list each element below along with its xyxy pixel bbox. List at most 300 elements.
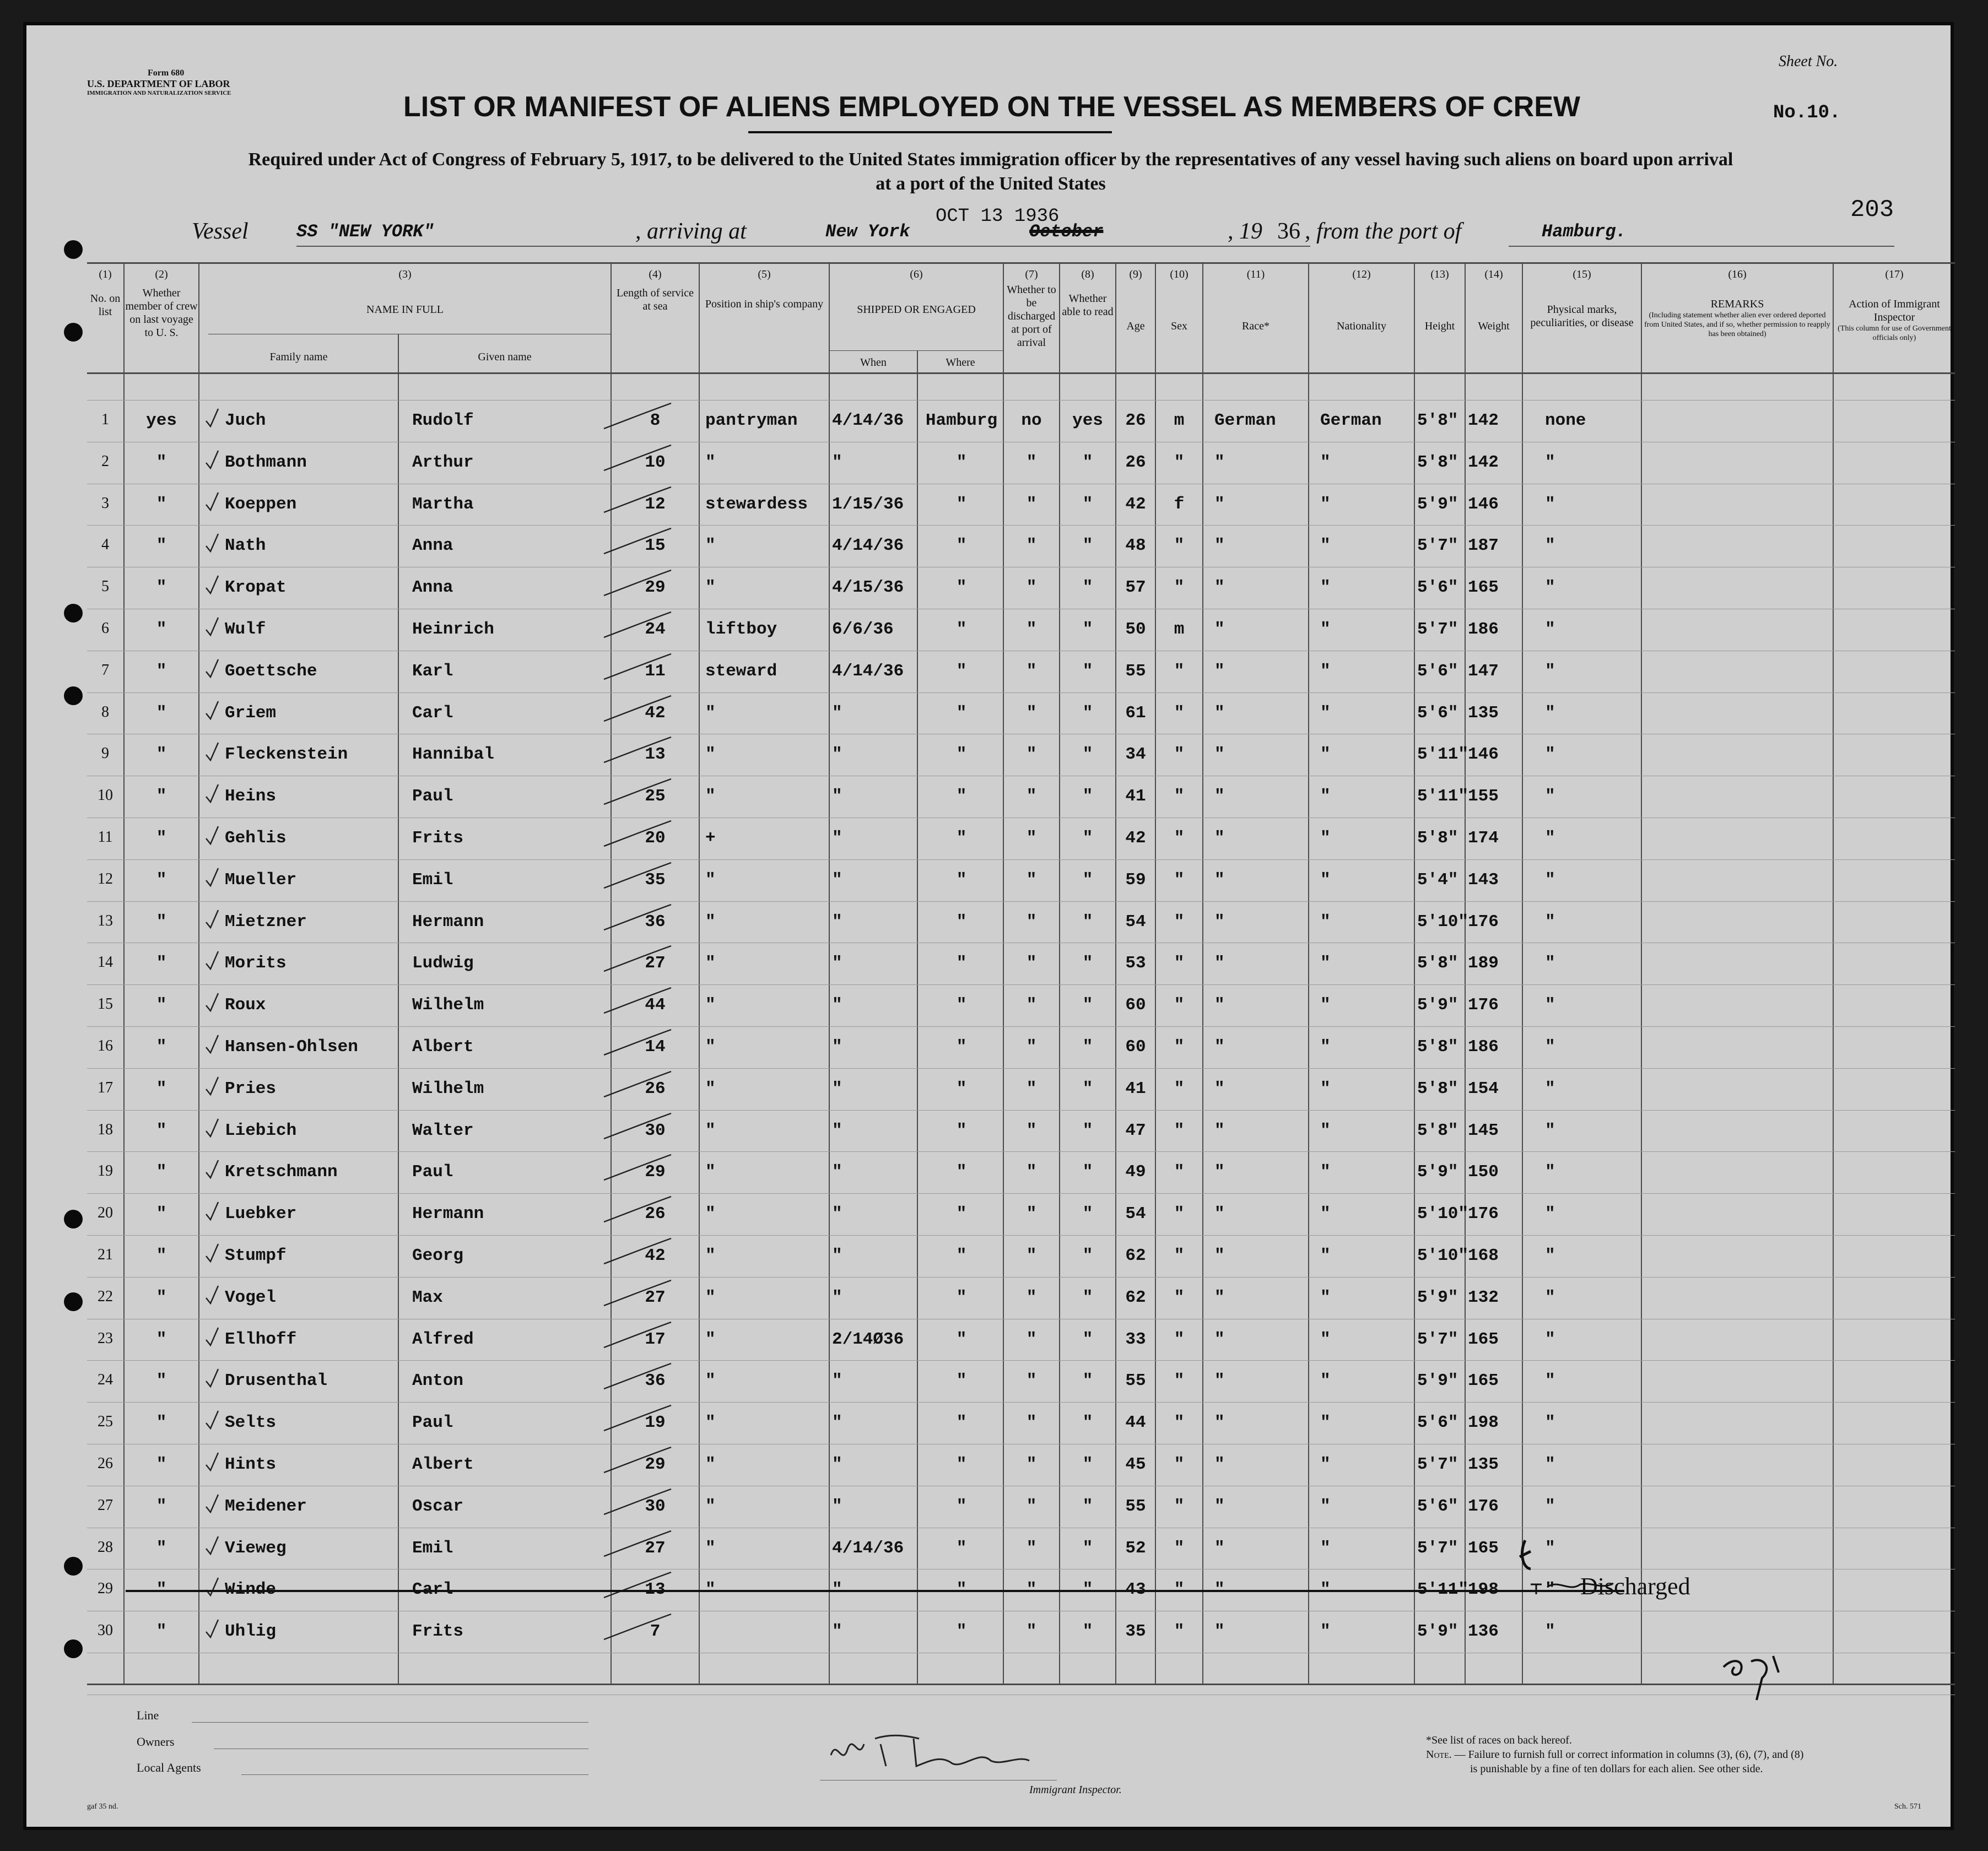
col-17-note: (This column for use of Government officials only) [1838,324,1951,342]
tally-mark-icon [599,1026,677,1059]
cell-age: 26 [1125,453,1146,472]
cell-prev: " [156,1622,167,1641]
cell-given: Arthur [412,453,474,472]
cell-service: 42 [645,1246,666,1265]
cell-height: 5'9" [1417,1371,1458,1390]
column-divider [1202,263,1203,1685]
tally-mark-icon [599,818,677,851]
cell-height: 5'10" [1417,1204,1469,1224]
cell-position: stewardess [705,495,808,514]
row-rule [87,1026,1955,1027]
cell-no: 16 [98,1037,113,1054]
cell-read: " [1082,662,1093,681]
cell-where: " [956,703,967,723]
cell-weight: 176 [1468,912,1499,932]
cell-where: " [956,1204,967,1224]
penalty-note [1426,1749,1803,1761]
cell-read: " [1082,453,1093,472]
cell-sex: " [1174,1497,1185,1516]
cell-race: " [1214,1037,1225,1057]
cell-when: 2/14Ø36 [832,1330,904,1349]
column-divider [829,263,830,1685]
cell-prev: " [156,1455,167,1474]
col-8-header [1060,268,1115,318]
cell-age: 54 [1125,1204,1146,1224]
cell-race: " [1214,1371,1225,1390]
col-9-header [1116,268,1155,333]
cell-prev: " [156,1162,167,1182]
cell-when: " [832,1204,842,1224]
cell-when: " [832,870,842,890]
tally-mark-icon [599,901,677,934]
col-12-number: (12) [1352,268,1371,280]
cell-position: " [705,1539,716,1558]
cell-weight: 174 [1468,829,1499,848]
col-4-number: (4) [649,268,662,280]
cell-sex: " [1174,1121,1185,1140]
cell-when: " [832,745,842,764]
col-9-title: Age [1126,320,1145,332]
check-mark-icon [204,742,220,764]
cell-age: 47 [1125,1121,1146,1140]
cell-nat: " [1320,1497,1331,1516]
cell-when: " [832,787,842,806]
cell-marks: " [1545,1121,1555,1140]
cell-position: " [705,954,716,973]
cell-disch: " [1026,995,1037,1015]
cell-family: Drusenthal [225,1371,328,1390]
cell-disch: " [1026,578,1037,597]
cell-height: 5'7" [1417,536,1458,555]
cell-sex: m [1174,620,1185,639]
cell-when: " [832,1246,842,1265]
cell-nat: " [1320,662,1331,681]
cell-weight: 150 [1468,1162,1499,1182]
cell-position: " [705,1288,716,1307]
col-15-number: (15) [1573,268,1591,280]
cell-service: 14 [645,1037,666,1057]
cell-read: " [1082,995,1093,1015]
cell-weight: 147 [1468,662,1499,681]
cell-when: " [832,954,842,973]
cell-height: 5'9" [1417,995,1458,1015]
col-1-title: No. on list [90,293,121,318]
cell-given: Walter [412,1121,474,1140]
col-7-title: Whether to be discharged at port of arrival [1007,284,1056,349]
cell-no: 11 [98,829,113,846]
cell-family: Meidener [225,1497,307,1516]
cell-position: liftboy [705,620,777,639]
cell-weight: 142 [1468,453,1499,472]
vessel-label: Vessel [192,219,248,244]
cell-family: Koeppen [225,495,297,514]
cell-where: " [956,1037,967,1057]
cell-position: " [705,1413,716,1432]
cell-nat: " [1320,995,1331,1015]
cell-service: 8 [650,411,661,430]
cell-age: 62 [1125,1288,1146,1307]
cell-family: Heins [225,787,277,806]
cell-height: 5'6" [1417,1497,1458,1516]
tally-mark-icon [599,525,677,558]
cell-family: Roux [225,995,266,1015]
check-mark-icon [204,1285,220,1307]
cell-service: 20 [645,829,666,848]
col-13-number: (13) [1430,268,1449,280]
cell-sex: " [1174,1246,1185,1265]
cell-height: 5'10" [1417,912,1469,932]
cell-disch: " [1026,829,1037,848]
col-5-number: (5) [758,268,771,280]
column-divider [198,263,199,1685]
tally-mark-icon [599,1486,677,1519]
cell-no: 26 [98,1455,113,1472]
cell-sex: " [1174,1539,1185,1558]
cell-position: " [705,1497,716,1516]
cell-no: 15 [98,995,113,1013]
col-4-title: Length of service at sea [617,287,694,312]
cell-where: " [956,495,967,514]
subtitle-line-2: at a port of the United States [876,174,1106,194]
col-7-number: (7) [1025,268,1038,280]
cell-given: Carl [412,703,453,723]
table-bottom-border [87,1684,1955,1685]
cell-no: 14 [98,954,113,971]
cell-weight: 165 [1468,578,1499,597]
cell-where: " [956,453,967,472]
cell-no: 5 [101,578,109,595]
cell-service: 26 [645,1204,666,1224]
agency-name: U.S. DEPARTMENT OF LABOR [87,78,230,89]
cell-no: 2 [101,453,109,470]
row-rule [87,1193,1955,1194]
cell-where: " [956,1162,967,1182]
cell-family: Ellhoff [225,1330,297,1349]
cell-marks: " [1545,495,1555,514]
cell-family: Uhlig [225,1622,277,1641]
cell-read: " [1082,1539,1093,1558]
cell-family: Wulf [225,620,266,639]
cell-race: " [1214,453,1225,472]
cell-height: 5'6" [1417,703,1458,723]
cell-race: " [1214,954,1225,973]
cell-given: Albert [412,1455,474,1474]
cell-disch: " [1026,1371,1037,1390]
check-mark-icon [204,1535,220,1557]
sheet-label: Sheet No. [1779,53,1838,70]
col-11-number: (11) [1246,268,1265,280]
cell-prev: " [156,703,167,723]
given-name-header: Given name [478,351,532,363]
cell-service: 26 [645,1079,666,1098]
cell-marks: " [1545,703,1555,723]
col-17-number: (17) [1885,268,1904,280]
cell-marks: " [1545,787,1555,806]
cell-read: " [1082,495,1093,514]
col-16-note: (Including statement whether alien ever ordered deported from United States, and if so, whether permission to reapply has been obtained) [1644,311,1830,338]
tally-mark-icon [599,442,677,475]
cell-service: 27 [645,954,666,973]
row-rule [87,1110,1955,1111]
family-name-header: Family name [269,351,328,363]
tally-mark-icon [599,1110,677,1143]
discharge-initials-mark [1514,1535,1657,1595]
cell-family: Morits [225,954,287,973]
when-header: When [860,356,887,369]
cell-given: Anna [412,536,453,555]
column-divider [917,350,918,1685]
cell-height: 5'7" [1417,1330,1458,1349]
cell-weight: 132 [1468,1288,1499,1307]
cell-marks: " [1545,620,1555,639]
cell-weight: 198 [1468,1413,1499,1432]
cell-marks: " [1545,536,1555,555]
cell-marks: " [1545,1079,1555,1098]
vessel-name: SS "NEW YORK" [296,221,434,242]
cell-nat: " [1320,954,1331,973]
form-subtitle [109,148,1872,196]
cell-where: " [956,536,967,555]
cell-age: 35 [1125,1622,1146,1641]
cell-no: 20 [98,1204,113,1221]
cell-age: 55 [1125,1497,1146,1516]
title-underline [748,131,1112,133]
cell-read: " [1082,829,1093,848]
cell-disch: " [1026,1455,1037,1474]
cell-sex: " [1174,995,1185,1015]
check-mark-icon [204,1243,220,1265]
cell-prev: " [156,829,167,848]
cell-sex: " [1174,1455,1185,1474]
check-mark-icon [204,992,220,1014]
cell-position: " [705,1037,716,1057]
agents-underline [241,1774,588,1775]
cell-nat: " [1320,912,1331,932]
cell-disch: " [1026,536,1037,555]
cell-position: " [705,1079,716,1098]
cell-no: 23 [98,1330,113,1347]
cell-service: 29 [645,1162,666,1182]
cell-race: " [1214,1288,1225,1307]
cell-read: " [1082,1162,1093,1182]
header-bottom-border [87,372,1955,374]
cell-height: 5'9" [1417,1162,1458,1182]
cell-where: " [956,620,967,639]
cell-where: " [956,787,967,806]
cell-marks: " [1545,1330,1555,1349]
check-mark-icon [204,1159,220,1181]
cell-nat: " [1320,1413,1331,1432]
cell-marks: none [1545,411,1586,430]
cell-sex: " [1174,1079,1185,1098]
cell-where: " [956,1413,967,1432]
cell-weight: 165 [1468,1371,1499,1390]
cell-position: pantryman [705,411,798,430]
cell-height: 5'8" [1417,954,1458,973]
cell-race: " [1214,578,1225,597]
cell-when: " [832,995,842,1015]
cell-service: 27 [645,1288,666,1307]
cell-marks: " [1545,1037,1555,1057]
cell-where: " [956,954,967,973]
cell-sex: " [1174,912,1185,932]
cell-age: 61 [1125,703,1146,723]
cell-no: 3 [101,495,109,512]
cell-given: Hermann [412,1204,484,1224]
cell-read: " [1082,1622,1093,1641]
cell-height: 5'9" [1417,1288,1458,1307]
col-8-title: Whether able to read [1062,293,1114,318]
cell-position: + [705,829,716,848]
cell-given: Karl [412,662,453,681]
cell-weight: 165 [1468,1330,1499,1349]
cell-position: " [705,870,716,890]
cell-height: 5'7" [1417,1539,1458,1558]
cell-nat: " [1320,620,1331,639]
cell-where: " [956,1079,967,1098]
cell-race: " [1214,1413,1225,1432]
col-13-title: Height [1424,320,1455,332]
cell-when: " [832,1497,842,1516]
col-10-number: (10) [1170,268,1189,280]
cell-service: 19 [645,1413,666,1432]
cell-nat: " [1320,1539,1331,1558]
cell-when: 4/14/36 [832,662,904,681]
tally-mark-icon [599,1611,677,1644]
cell-height: 5'6" [1417,578,1458,597]
col-16-header [1642,268,1833,339]
cell-position: " [705,787,716,806]
cell-prev: " [156,954,167,973]
cell-weight: 142 [1468,411,1499,430]
cell-service: 24 [645,620,666,639]
owners-label: Owners [137,1735,175,1749]
cell-where: " [956,1246,967,1265]
cell-no: 22 [98,1288,113,1305]
cell-marks: " [1545,662,1555,681]
cell-weight: 155 [1468,787,1499,806]
cell-given: Frits [412,829,464,848]
cell-disch: " [1026,912,1037,932]
cell-prev: " [156,662,167,681]
cell-weight: 154 [1468,1079,1499,1098]
col-3-title: NAME IN FULL [366,304,444,316]
col-12-title: Nationality [1337,320,1386,332]
check-mark-icon [204,1452,220,1474]
from-port-label: , from the port of [1305,219,1462,244]
cell-height: 5'4" [1417,870,1458,890]
cell-prev: " [156,912,167,932]
cell-weight: 136 [1468,1622,1499,1641]
cell-family: Stumpf [225,1246,287,1265]
cell-disch: " [1026,1037,1037,1057]
cell-nat: " [1320,453,1331,472]
check-mark-icon [204,1368,220,1390]
tally-mark-icon [599,734,677,767]
punch-hole [64,323,83,342]
col-6-title: SHIPPED OR ENGAGED [857,304,976,316]
cell-family: Vieweg [225,1539,287,1558]
cell-race: " [1214,912,1225,932]
cell-given: Albert [412,1037,474,1057]
cell-age: 55 [1125,1371,1146,1390]
cell-weight: 186 [1468,1037,1499,1057]
cell-when: " [832,703,842,723]
cell-position: " [705,1455,716,1474]
cell-marks: " [1545,1622,1555,1641]
col-2-title: Whether member of crew on last voyage to U. S. [125,287,198,339]
tally-mark-icon [599,984,677,1017]
tally-mark-icon [599,692,677,726]
punch-hole [64,1210,83,1228]
cell-weight: 189 [1468,954,1499,973]
cell-disch: " [1026,453,1037,472]
cell-disch: " [1026,870,1037,890]
cell-nat: " [1320,1204,1331,1224]
tally-mark-icon [599,1068,677,1101]
column-divider [1833,263,1834,1685]
cell-when: " [832,453,842,472]
cell-position: " [705,745,716,764]
cell-read: " [1082,1330,1093,1349]
cell-read: " [1082,1037,1093,1057]
cell-position: " [705,536,716,555]
cell-no: 21 [98,1246,113,1263]
cell-disch: " [1026,1539,1037,1558]
inspector-label: Immigrant Inspector. [1029,1784,1122,1796]
cell-disch: " [1026,1288,1037,1307]
cell-marks: " [1545,578,1555,597]
col-11-title: Race* [1242,320,1269,332]
cell-when: " [832,912,842,932]
punch-hole [64,1292,83,1311]
cell-given: Wilhelm [412,1079,484,1098]
cell-marks: " [1545,1497,1555,1516]
cell-race: " [1214,620,1225,639]
check-mark-icon [204,909,220,931]
col-2-number: (2) [155,268,168,280]
month-underline [1018,246,1310,247]
cell-prev: " [156,1079,167,1098]
table-top-border [87,262,1955,264]
cell-when: 6/6/36 [832,620,894,639]
cell-weight: 135 [1468,703,1499,723]
cell-disch: " [1026,1162,1037,1182]
cell-race: " [1214,495,1225,514]
note-text: — Failure to furnish full or correct information in columns (3), (6), (7), and (8) [1454,1749,1804,1761]
cell-nat: " [1320,787,1331,806]
cell-no: 28 [98,1539,113,1556]
cell-sex: " [1174,870,1185,890]
cell-where: Hamburg [925,411,998,430]
col-6-header [830,268,1003,316]
cell-disch: " [1026,787,1037,806]
cell-given: Anna [412,578,453,597]
service-name: IMMIGRATION AND NATURALIZATION SERVICE [87,90,231,96]
punch-hole [64,686,83,705]
check-mark-icon [204,616,220,638]
cell-nat: " [1320,578,1331,597]
cell-race: " [1214,1204,1225,1224]
punch-hole [64,1557,83,1576]
cell-sex: " [1174,703,1185,723]
departure-port: Hamburg. [1542,221,1627,242]
col-6-number: (6) [910,268,923,280]
cell-age: 41 [1125,1079,1146,1098]
check-mark-icon [204,1201,220,1223]
cell-read: " [1082,1246,1093,1265]
port-underline [743,246,1051,247]
